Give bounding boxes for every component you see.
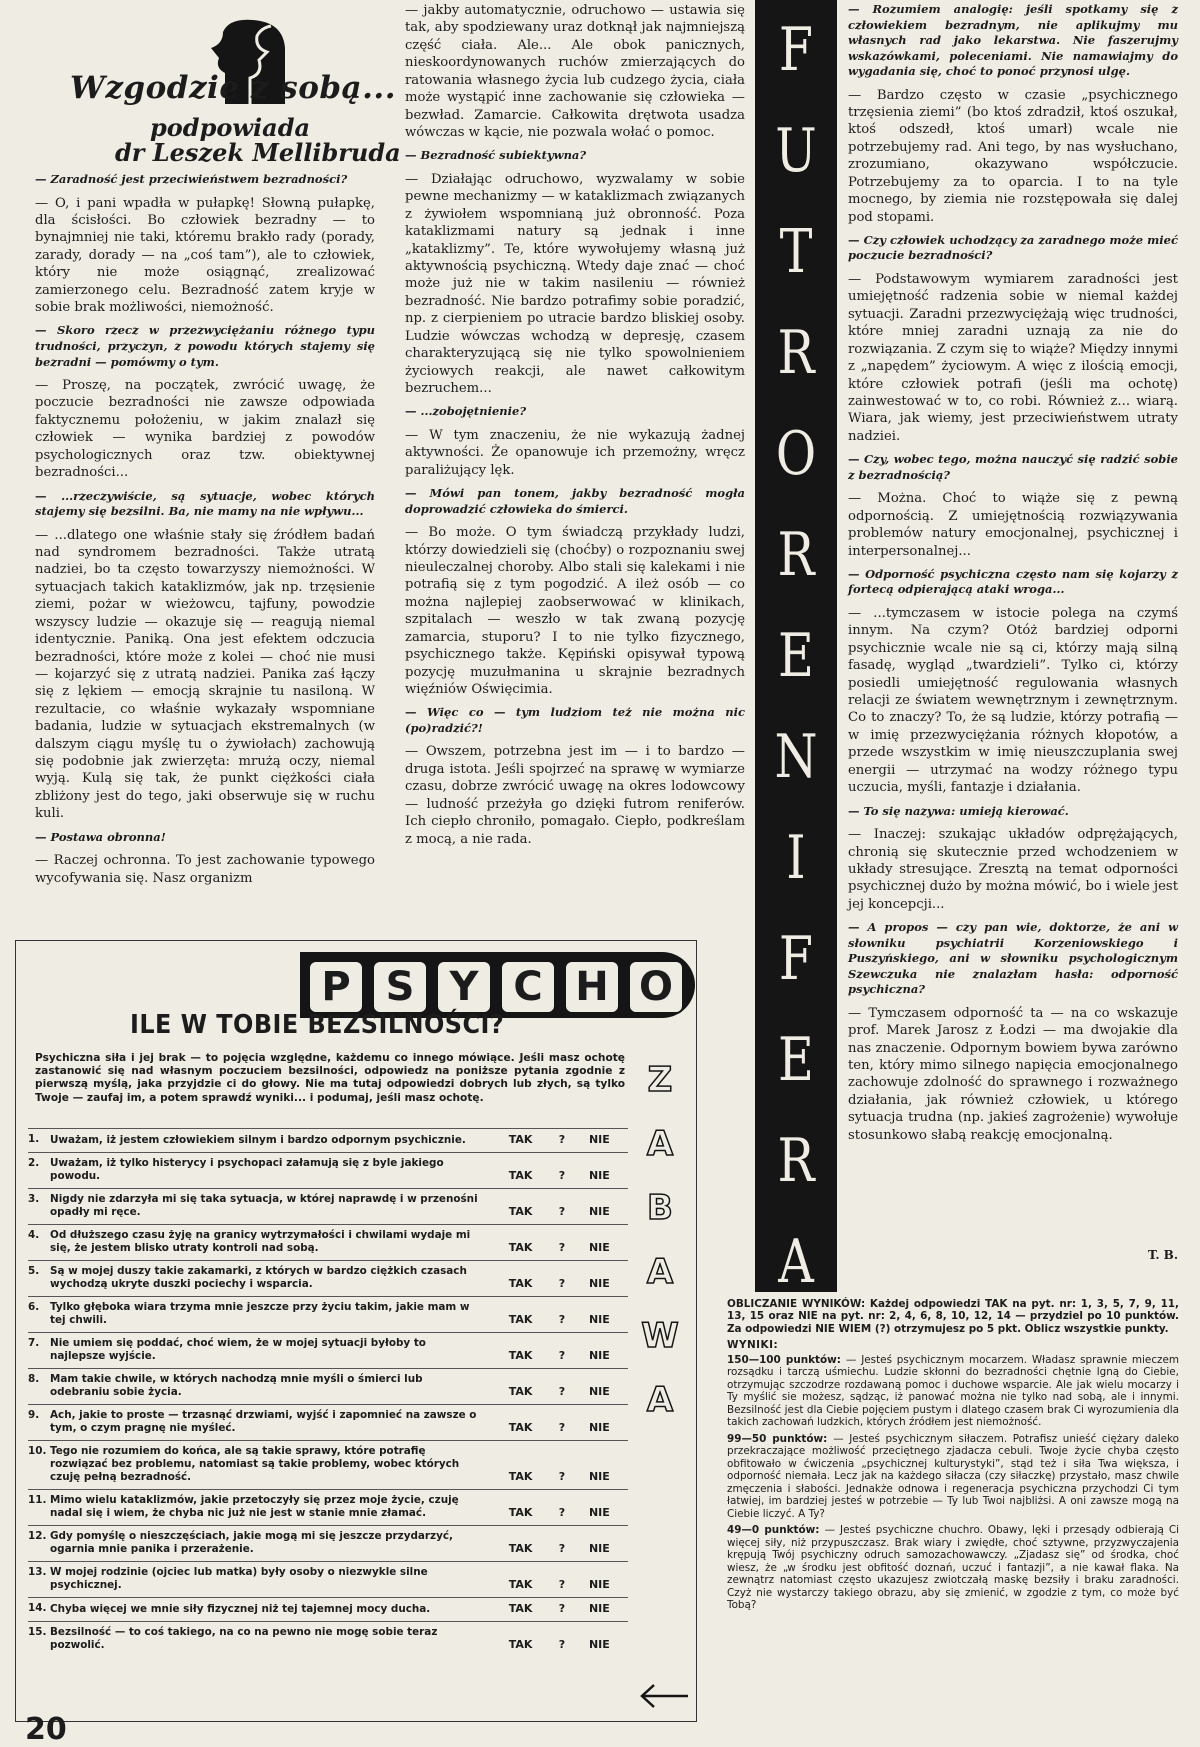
text-column-3: [848, 2, 1178, 1151]
doctor-answer: — Można. Choć to wiąże się z pewną odpornością. Z umiejętnością rozwiązywania problemów natury emocjonalnej, psychicznej i interpersonalnej...: [848, 490, 1178, 560]
answer-option-yes[interactable]: TAK: [488, 1368, 553, 1404]
question-text: Nigdy nie zdarzyła mi się taka sytuacja, w której naprawdę i w przenośni opadły mi ręce.: [50, 1188, 488, 1224]
doctor-answer: — Bo może. O tym świadczą przykłady ludzi, którzy dowiedzieli się (choćby) o rozpoznaniu swej nieuleczalnej choroby. Albo stali się kalekami i nie potrafią się z tym pogodzić. A ileż osób — co można najlepiej zaobserwować w klinikach, szpitalach — weszło w tak zwaną pozycję zamarcia, stuporu? I to nie tylko fizycznego, psychicznego także. Kępiński opisywał typową pozycję muzułmanina u skrajnie bezradnych więźniów Oświęcimia.: [405, 524, 745, 698]
doctor-answer: — O, i pani wpadła w pułapkę! Słowną pułapkę, dla ścisłości. Bo człowiek bezradny — to bynajmniej nie taki, któremu brakło rady (porady, zarady, dorady — na „coś tam”), ale to człowiek, który nie może osiągnąć, zrealizować zamierzonego celu. Bezradność zatem kryje w sobie brak możliwości, niemożność.: [35, 195, 375, 317]
doctor-answer: — Działając odruchowo, wyzwalamy w sobie pewne mechanizmy — w kataklizmach związanych z żywiołem wspomnianą już obronność. Poza kataklizmami natury są jednak i inne „kataklizmy”. Te, które wywołujemy własną już aktywnością psychiczną. Wtedy daje znać — choć może już nie w takim nasileniu — również bezradność. Nie bardzo potrafimy sobie poradzić, np. z cierpieniem po utracie bardzo bliskiej osoby. Ludzie wówczas wchodzą w depresję, czasem charakteryzującą się nie tylko spowolnieniem życiowych reakcji, ale nawet całkowitym bezruchem...: [405, 171, 745, 397]
interviewer-question: — Czy człowiek uchodzący za zaradnego może mieć poczucie bezradności?: [848, 233, 1178, 264]
interviewer-question: — Czy, wobec tego, można nauczyć się radzić sobie z bezradnością?: [848, 452, 1178, 483]
answer-option-no[interactable]: NIE: [571, 1129, 628, 1153]
question-number: 14.: [28, 1597, 50, 1621]
answer-option-yes[interactable]: TAK: [488, 1597, 553, 1621]
quiz-question-row: [28, 1404, 628, 1440]
question-text: Uważam, iż tylko histerycy i psychopaci załamują się z byle jakiego powodu.: [50, 1152, 488, 1188]
article-title: Wzgodzie z sobą...: [70, 70, 397, 106]
question-number: 8.: [28, 1368, 50, 1404]
answer-option-unsure[interactable]: ?: [553, 1597, 571, 1621]
quiz-question-row: [28, 1296, 628, 1332]
interviewer-question: — Zaradność jest przeciwieństwem bezradności?: [35, 172, 375, 188]
quiz-question-row: [28, 1440, 628, 1489]
vertical-title-letter: N: [774, 722, 818, 792]
page-number: 20: [25, 1712, 67, 1747]
answer-option-unsure[interactable]: ?: [553, 1296, 571, 1332]
author-name: dr Leszek Mellibruda: [115, 138, 401, 167]
quiz-question-row: [28, 1561, 628, 1597]
answer-option-yes[interactable]: TAK: [488, 1188, 553, 1224]
doctor-answer: — ...tymczasem w istocie polega na czymś innym. Na czym? Otóż bardziej odporni psychicznie wcale nie są ci, którzy mają silną fasadę, wygląd „twardzieli”. Tylko ci, którzy posiedli umiejętność regulowania własnych relacji ze światem wewnętrznym i zewnętrznym. Co to znaczy? To, że są ludzie, którzy potrafią — w imię przezwyciężania różnych kłopotów, a przede wszystkim w imię nieuszczuplania swej energii — utrzymać na wodzy różnego typu uczucia, myśli, fantazje i działania.: [848, 605, 1178, 797]
result-text: — Jesteś psychicznym siłaczem. Potrafisz unieść ciężary daleko przekraczające możliwość przeciętnego zjadacza cebuli. Twoje życie chyba często obfitowało w ćwiczenia „psychicznej kulturystyki”, stąd też i siła Twa większa, i odporność niemała. Lecz jak na każdego siłacza (czy siłaczkę) przystało, masz chwile zmęczenia i słabości. Jednakże odnowa i regeneracja psychiczna przychodzi Ci tym łatwiej, im bardziej jesteś w potrzebie — Ty lub Twoi najbliżsi. A oni zawsze mogą na Ciebie liczyć. A Ty?: [727, 1432, 1180, 1520]
result-entry: [727, 1524, 1179, 1611]
answer-option-unsure[interactable]: ?: [553, 1621, 571, 1657]
side-letter: A: [646, 1124, 674, 1164]
answer-option-unsure[interactable]: ?: [553, 1224, 571, 1260]
quiz-question-row: [28, 1368, 628, 1404]
signature: T. B.: [1147, 1248, 1178, 1262]
doctor-answer: — Owszem, potrzebna jest im — i to bardzo — druga istota. Jeśli spojrzeć na sprawę w wymiarze czasu, dobrze zwrócić uwagę na okres lodowcowy — ludność przeżyła go dzięki futrom reniferów. Ich ciepło chroniło, pomagało. Ciepło, podkreślam z mocą, a nie rada.: [405, 743, 745, 848]
answer-option-unsure[interactable]: ?: [553, 1489, 571, 1525]
scoring-section: [727, 1298, 1179, 1616]
question-text: Tego nie rozumiem do końca, ale są takie sprawy, które potrafię rozwiązać bez problemu, natomiast są takie problemy, wobec których czuję pełną bezradność.: [50, 1440, 488, 1489]
quiz-questions-table: [28, 1128, 628, 1657]
quiz-question-row: [28, 1597, 628, 1621]
answer-option-no[interactable]: NIE: [571, 1489, 628, 1525]
question-number: 1.: [28, 1129, 50, 1153]
result-range: 49—0 punktów:: [727, 1524, 820, 1537]
question-text: Bezsilność — to coś takiego, na co na pewno nie mogę sobie teraz pozwolić.: [50, 1621, 488, 1657]
question-text: Tylko głęboka wiara trzyma mnie jeszcze przy życiu takim, jakie mam w tej chwili.: [50, 1296, 488, 1332]
interviewer-question: — Postawa obronna!: [35, 830, 375, 846]
text-column-1: [35, 172, 375, 894]
scoring-intro: OBLICZANIE WYNIKÓW: Każdej odpowiedzi TAK na pyt. nr: 1, 3, 5, 7, 9, 11, 13, 15 oraz NIE na pyt. nr: 2, 4, 6, 8, 10, 12, 14 — przydziel po 10 punktów. Za odpowiedzi NIE WIEM (?) otrzymujesz po 5 pkt. Oblicz wszystkie punkty.: [727, 1298, 1179, 1335]
side-letter: A: [646, 1252, 674, 1292]
quiz-title: ILE W TOBIE BEZSILNOŚCI?: [130, 1010, 505, 1040]
banner-letter: C: [500, 960, 556, 1014]
vertical-title-letter: U: [775, 116, 817, 186]
doctor-answer: — W tym znaczeniu, że nie wykazują żadnej aktywności. Że opanowuje ich przemożny, wręcz paraliżujący lęk.: [405, 427, 745, 479]
quiz-question-row: [28, 1260, 628, 1296]
answer-option-yes[interactable]: TAK: [488, 1224, 553, 1260]
vertical-title-letter: R: [777, 318, 815, 388]
article-logo: [70, 30, 401, 167]
result-entry: [727, 1354, 1179, 1429]
answer-option-no[interactable]: NIE: [571, 1260, 628, 1296]
answer-option-yes[interactable]: TAK: [488, 1296, 553, 1332]
question-number: 13.: [28, 1561, 50, 1597]
quiz-question-row: [28, 1332, 628, 1368]
answer-option-no[interactable]: NIE: [571, 1224, 628, 1260]
interviewer-question: — Bezradność subiektywna?: [405, 148, 745, 164]
question-text: Nie umiem się poddać, choć wiem, że w mojej sytuacji byłoby to najlepsze wyjście.: [50, 1332, 488, 1368]
vertical-title-letter: E: [778, 1025, 814, 1095]
interviewer-question: — Mówi pan tonem, jakby bezradność mogła doprowadzić człowieka do śmierci.: [405, 486, 745, 517]
result-range: 150—100 punktów:: [727, 1353, 841, 1366]
answer-option-no[interactable]: NIE: [571, 1188, 628, 1224]
arrow-left-icon: [638, 1682, 688, 1710]
vertical-title-letter: T: [779, 217, 813, 287]
question-number: 6.: [28, 1296, 50, 1332]
vertical-title-letter: F: [778, 15, 814, 85]
quiz-question-row: [28, 1525, 628, 1561]
interviewer-question: — To się nazywa: umieją kierować.: [848, 804, 1178, 820]
doctor-answer: — Inaczej: szukając układów odprężających, chronią się skutecznie przed wchodzeniem w układy stresujące. Zresztą na temat odporności psychicznej dużo by można mówić, bo i wiele jest jej koncepcji...: [848, 826, 1178, 913]
quiz-question-row: [28, 1621, 628, 1657]
vertical-title-letter: E: [778, 621, 814, 691]
vertical-title-letter: A: [778, 1227, 814, 1297]
doctor-answer: — Raczej ochronna. To jest zachowanie typowego wycofywania się. Nasz organizm: [35, 852, 375, 887]
vertical-title-letter: I: [786, 823, 806, 893]
quiz-question-row: [28, 1224, 628, 1260]
psycho-banner: [300, 952, 695, 1018]
question-text: W mojej rodzinie (ojciec lub matka) były osoby o niezwykle silne psychicznej.: [50, 1561, 488, 1597]
banner-letter: Y: [436, 960, 492, 1014]
answer-option-unsure[interactable]: ?: [553, 1129, 571, 1153]
question-number: 12.: [28, 1525, 50, 1561]
result-entry: [727, 1433, 1179, 1520]
interviewer-question: — A propos — czy pan wie, doktorze, że ani w słowniku psychiatrii Korzeniowskiego i Puszyńskiego, ani w słowniku psychologicznym Szewczuka nie znalazłam hasła: odporność psychiczna?: [848, 920, 1178, 998]
banner-letter: P: [308, 960, 364, 1014]
answer-option-no[interactable]: NIE: [571, 1525, 628, 1561]
answer-option-unsure[interactable]: ?: [553, 1561, 571, 1597]
interviewer-question: — Rozumiem analogię: jeśli spotkamy się z człowiekiem bezradnym, nie aplikujmy mu własnych rad jako lekarstwa. Nie faszerujmy wskazówkami, poleceniami. Nie namawiajmy do wygadania się, choć to ponoć przynosi ulgę.: [848, 2, 1178, 80]
quiz-intro: Psychiczna siła i jej brak — to pojęcia względne, każdemu co innego mówiące. Jeśli masz ochotę zastanowić się nad własnym poczuciem bezsilności, odpowiedz na poniższe pytania zgodnie z pierwszą myślą, jaka przyjdzie ci do głowy. Nie ma tutaj odpowiedzi dobrych lub złych, są tylko Twoje — zaufaj im, a potem sprawdź wyniki... i podumaj, jeśli masz ochotę.: [35, 1052, 625, 1104]
question-text: Ach, jakie to proste — trzasnąć drzwiami, wyjść i zapomnieć na zawsze o tym, o czym pragnę nie myśleć.: [50, 1404, 488, 1440]
answer-option-yes[interactable]: TAK: [488, 1332, 553, 1368]
question-number: 10.: [28, 1440, 50, 1489]
question-text: Chyba więcej we mnie siły fizycznej niż tej tajemnej mocy ducha.: [50, 1597, 488, 1621]
zabawa-side-letters: [632, 1048, 688, 1432]
question-number: 4.: [28, 1224, 50, 1260]
answer-option-unsure[interactable]: ?: [553, 1525, 571, 1561]
doctor-answer: — Proszę, na początek, zwrócić uwagę, że poczucie bezradności nie zawsze odpowiada faktycznemu położeniu, w jakim znalazł się człowiek — wynika bardziej z powodów psychologicznych oraz tzw. obiektywnej bezradności...: [35, 377, 375, 482]
answer-option-no[interactable]: NIE: [571, 1561, 628, 1597]
question-number: 9.: [28, 1404, 50, 1440]
quiz-question-row: [28, 1152, 628, 1188]
question-number: 5.: [28, 1260, 50, 1296]
question-text: Mam takie chwile, w których nachodzą mnie myśli o śmierci lub odebraniu sobie życia.: [50, 1368, 488, 1404]
answer-option-unsure[interactable]: ?: [553, 1440, 571, 1489]
answer-option-yes[interactable]: TAK: [488, 1152, 553, 1188]
answer-option-unsure[interactable]: ?: [553, 1152, 571, 1188]
quiz-question-row: [28, 1489, 628, 1525]
answer-option-no[interactable]: NIE: [571, 1621, 628, 1657]
quiz-question-row: [28, 1129, 628, 1153]
doctor-answer: — Podstawowym wymiarem zaradności jest umiejętność radzenia sobie w niemal każdej sytuacji. Zaradni przezwyciężają więc trudności, które mniej zaradni uznają za nie do rozwiązania. Z czym się to wiąże? Między innymi z „napędem” życiowym. A więc z ilością emocji, które człowiek potrafi (jeśli ma ochotę) zainwestować w to, co robi. Również z... wiarą. Wiara, jak wiemy, jest przeciwieństwem utraty nadziei.: [848, 271, 1178, 445]
subtitle-advises: podpowiada: [150, 113, 311, 142]
banner-letter: H: [564, 960, 620, 1014]
question-number: 2.: [28, 1152, 50, 1188]
side-letter: A: [646, 1380, 674, 1420]
answer-option-unsure[interactable]: ?: [553, 1260, 571, 1296]
doctor-answer: — Bardzo często w czasie „psychicznego trzęsienia ziemi” (bo ktoś zdradził, ktoś oszukał, ktoś odszedł, ktoś umarł) wcale nie potrzebujemy rad. Ani tego, by nas wysłuchano, zrozumiano, okazywano współczucie. Potrzebujemy za to oparcia. I to na tyle mocnego, by ziemia nie rozstępowała się dalej pod stopami.: [848, 87, 1178, 226]
answer-option-no[interactable]: NIE: [571, 1296, 628, 1332]
answer-option-unsure[interactable]: ?: [553, 1188, 571, 1224]
question-text: Od dłuższego czasu żyję na granicy wytrzymałości i chwilami wydaje mi się, że jestem blisko utraty kontroli nad sobą.: [50, 1224, 488, 1260]
answer-option-yes[interactable]: TAK: [488, 1561, 553, 1597]
banner-letter: S: [372, 960, 428, 1014]
doctor-answer: — ...dlatego one właśnie stały się źródłem badań nad syndromem bezradności. Także utratą nadziei, bo ta często towarzyszy niemożności. W sytuacjach takich kataklizmów, jak np. trzęsienie ziemi, pożar w wieżowcu, tajfuny, powodzie wszyscy ludzie — okazuje się — reagują niemal identycznie. Paniką. Ona jest efektem odczucia bezradności, które może z kolei — choć nie musi — kojarzyć się z utratą nadziei. Panika zaś łączy się z lękiem — emocją skrajnie tu nasiloną. W rezultacie, co właśnie wykazały wspomniane badania, ludzie w sytuacjach ekstremalnych (w dalszym ciągu myślę tu o żywiołach) zachowują się podobnie jak zwierzęta: mrużą oczy, niemal wyją. Kulą się tak, że punkt ciężkości ciała zbliżony jest do tego, jaki obserwuje się w ruchu kuli.: [35, 527, 375, 823]
question-number: 15.: [28, 1621, 50, 1657]
question-text: Gdy pomyślę o nieszczęściach, jakie mogą mi się jeszcze przydarzyć, ogarnia mnie panika i przerażenie.: [50, 1525, 488, 1561]
side-letter: B: [647, 1188, 673, 1228]
doctor-answer: — Tymczasem odporność ta — na co wskazuje prof. Marek Jarosz z Łodzi — ma dwojakie dla nas znaczenie. Odpornym bowiem bywa zarówno ten, który mimo silnego napięcia emocjonalnego zachowuje zdolność do sprawnego i rozważnego działania, jak również człowiek, u którego sytuacja trudna (np. jakieś zagrożenie) wywołuje stosunkowo słabą reakcję emocjonalną.: [848, 1005, 1178, 1144]
question-text: Są w mojej duszy takie zakamarki, z których w bardzo ciężkich czasach wychodzą ukryte duszki pociechy i wsparcia.: [50, 1260, 488, 1296]
question-number: 3.: [28, 1188, 50, 1224]
answer-option-unsure[interactable]: ?: [553, 1404, 571, 1440]
interviewer-question: — ...zobojętnienie?: [405, 404, 745, 420]
answer-option-no[interactable]: NIE: [571, 1597, 628, 1621]
vertical-title-letter: R: [777, 520, 815, 590]
interviewer-question: — Odporność psychiczna często nam się kojarzy z fortecą odpierającą ataki wroga...: [848, 567, 1178, 598]
answer-option-no[interactable]: NIE: [571, 1440, 628, 1489]
answer-option-yes[interactable]: TAK: [488, 1129, 553, 1153]
question-text: Mimo wielu kataklizmów, jakie przetoczyły się przez moje życie, czuję nadal się i wiem, że chyba nic już nie jest w stanie mnie złamać.: [50, 1489, 488, 1525]
vertical-title-letter: O: [775, 419, 817, 489]
text-column-2: [405, 2, 745, 855]
answer-option-no[interactable]: NIE: [571, 1404, 628, 1440]
doctor-answer: — jakby automatycznie, odruchowo — ustawia się tak, aby spodziewany uraz dotknął jak najmniejszą część ciała. Ale... Ale obok panicznych, nieskoordynowanych ruchów zmierzających do ratowania własnego życia lub cudzego życia, ciała może wystąpić inne zachowanie się człowieka — bezwład. Zamarcie. Całkowita drętwota usadza wówczas w kącie, nie pozwala wołać o pomoc.: [405, 2, 745, 141]
answer-option-unsure[interactable]: ?: [553, 1332, 571, 1368]
answer-option-unsure[interactable]: ?: [553, 1368, 571, 1404]
answer-option-yes[interactable]: TAK: [488, 1404, 553, 1440]
question-number: 7.: [28, 1332, 50, 1368]
vertical-title-bar: [755, 0, 837, 1297]
answer-option-yes[interactable]: TAK: [488, 1621, 553, 1657]
vertical-title-letter: F: [778, 924, 814, 994]
vertical-title-letter: R: [777, 1126, 815, 1196]
answer-option-yes[interactable]: TAK: [488, 1440, 553, 1489]
results-list: [727, 1354, 1179, 1612]
interviewer-question: — Więc co — tym ludziom też nie można nic (po)radzić?!: [405, 705, 745, 736]
banner-letter: O: [628, 960, 684, 1014]
answer-option-no[interactable]: NIE: [571, 1332, 628, 1368]
result-text: — Jesteś psychiczne chuchro. Obawy, lęki i przesądy odbierają Ci więcej siły, niż przypuszczasz. Brak wiary i zwiędłe, choć sztywne, przyzwyczajenia krępują Twój psychiczny odruch samozachowawczy. „Zjadasz się” od środka, choć wiesz, że „w środku jest obfitość doznań, uczuć i fantazji”, a nie kawał flaka. Na zewnątrz natomiast często ukazujesz zwiotczałą maskę bezsiły i braku zaradności. Czyż nie wystarczy takiego obrazu, aby się zmienić, w zgodzie z tym, co może być Tobą?: [727, 1524, 1180, 1612]
result-text: — Jesteś psychicznym mocarzem. Władasz sprawnie mieczem rozsądku i tarczą uśmiechu. Ludzie skłonni do bezradności chętnie lgną do Ciebie, otrzymując szczodrze rozdawaną pomoc i duchowe wsparcie. Ale jak wielu mocarzy i Ty myślić sie możesz, sądząc, iż panować można nie tylko nad sobą, ale i innymi. Bezsilność jest dla Ciebie pojęciem pustym i dlatego czasem brak Ci wyrozumienia dla takich zachowań ludzkich, których źródłem jest niemożność.: [727, 1353, 1180, 1429]
quiz-question-row: [28, 1188, 628, 1224]
interviewer-question: — ...rzeczywiście, są sytuacje, wobec których stajemy się bezsilni. Ba, nie mamy na nie wpływu...: [35, 489, 375, 520]
answer-option-yes[interactable]: TAK: [488, 1260, 553, 1296]
side-letter: W: [641, 1316, 679, 1356]
result-range: 99—50 punktów:: [727, 1432, 828, 1445]
answer-option-yes[interactable]: TAK: [488, 1525, 553, 1561]
answer-option-yes[interactable]: TAK: [488, 1489, 553, 1525]
answer-option-no[interactable]: NIE: [571, 1152, 628, 1188]
interviewer-question: — Skoro rzecz w przezwyciężaniu różnego typu trudności, przyczyn, z powodu których stajemy się bezradni — pomówmy o tym.: [35, 323, 375, 370]
answer-option-no[interactable]: NIE: [571, 1368, 628, 1404]
question-text: Uważam, iż jestem człowiekiem silnym i bardzo odpornym psychicznie.: [50, 1129, 488, 1153]
side-letter: Z: [647, 1060, 673, 1100]
question-number: 11.: [28, 1489, 50, 1525]
results-label: WYNIKI:: [727, 1339, 779, 1352]
